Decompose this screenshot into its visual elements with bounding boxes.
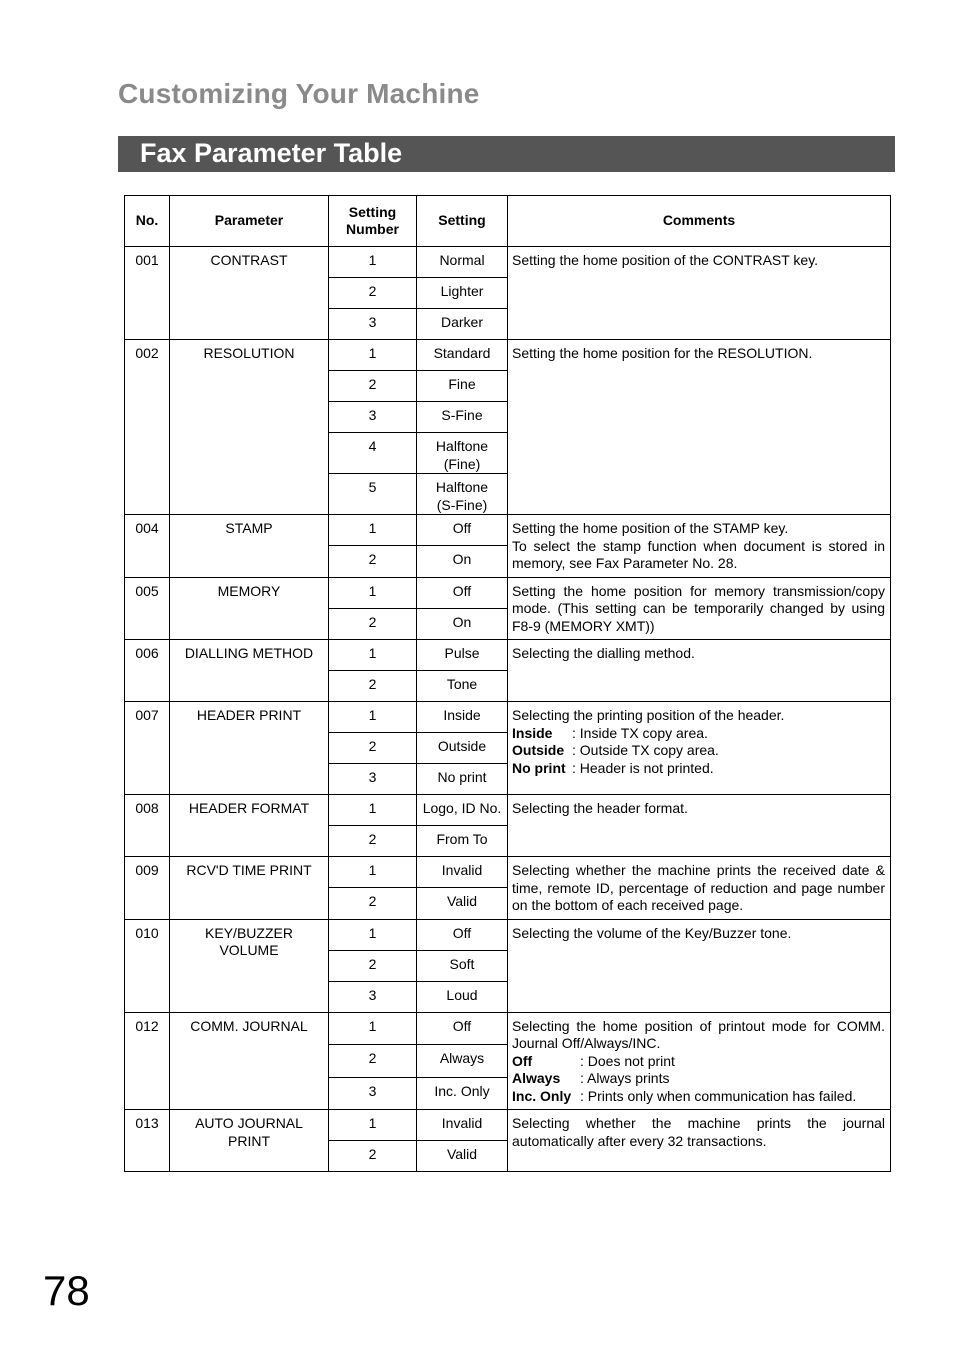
setting-value	[417, 546, 508, 577]
comment-cell	[508, 640, 891, 702]
parameter-name-line: CONTRAST	[210, 252, 288, 268]
setting-value-line: Halftone	[435, 438, 489, 454]
setting-value-line: Normal	[439, 252, 485, 268]
setting-number: 1	[329, 515, 417, 546]
parameter-name-line: PRINT	[228, 1132, 270, 1149]
comment-line	[512, 1088, 885, 1106]
comment-text: To select the stamp function when document is stored in memory, see Fax Parameter No. 28.	[512, 537, 885, 571]
page-number: 78	[43, 1267, 90, 1314]
parameter-name-line: RESOLUTION	[203, 345, 295, 361]
setting-value	[417, 950, 508, 981]
setting-value	[417, 671, 508, 702]
setting-value-line: Valid	[446, 1146, 478, 1162]
setting-value-line: Inc. Only	[434, 1082, 490, 1099]
comment-text: Selecting whether the machine prints the received date & time, remote ID, percentage of reduction and page number on the bottom of each received page.	[512, 862, 885, 913]
setting-number: 1	[329, 857, 417, 888]
comment-text: : Header is not printed.	[572, 759, 714, 776]
parameter-number: 013	[125, 1110, 170, 1172]
comment-text: Selecting the home position of printout mode for COMM. Journal Off/Always/INC.	[512, 1017, 885, 1051]
comment-term: Outside	[512, 742, 565, 758]
setting-number: 3	[329, 402, 417, 433]
setting-value-line: Valid	[446, 893, 478, 910]
header-parameter: Parameter	[170, 196, 329, 247]
comment-text: : Prints only when communication has failed.	[580, 1087, 857, 1104]
setting-number: 2	[329, 546, 417, 577]
comment-term: Off	[512, 1052, 533, 1069]
comment-text: : Outside TX copy area.	[572, 742, 719, 758]
parameter-number: 006	[125, 640, 170, 702]
setting-value	[417, 1077, 508, 1110]
setting-value-line: Halftone	[435, 479, 489, 495]
setting-number: 3	[329, 1077, 417, 1110]
setting-value	[417, 1012, 508, 1045]
comment-cell	[508, 515, 891, 578]
comment-text: Selecting the header format.	[512, 800, 688, 816]
setting-number: 1	[329, 340, 417, 371]
setting-number: 1	[329, 702, 417, 733]
table-row	[125, 795, 891, 826]
header-setting: Setting	[417, 196, 508, 247]
setting-number: 2	[329, 1045, 417, 1078]
comment-line	[512, 1070, 885, 1088]
page-title: Fax Parameter Table	[140, 138, 403, 168]
parameter-name	[170, 702, 329, 795]
setting-value	[417, 371, 508, 402]
setting-value-line: Darker	[440, 314, 483, 330]
parameter-name-line: VOLUME	[219, 942, 279, 958]
comment-term: Inside	[512, 724, 553, 741]
parameter-name	[170, 247, 329, 340]
setting-number: 5	[329, 474, 417, 515]
section-title: Customizing Your Machine	[118, 78, 480, 109]
setting-number: 2	[329, 671, 417, 702]
parameter-name	[170, 515, 329, 578]
setting-value-line: Lighter	[440, 283, 484, 299]
table-row	[125, 340, 891, 371]
setting-value	[417, 1045, 508, 1078]
comment-term: Inc. Only	[512, 1087, 572, 1104]
setting-number: 2	[329, 950, 417, 981]
page-banner	[118, 136, 895, 172]
setting-number: 4	[329, 433, 417, 474]
comment-line	[512, 742, 885, 760]
comment-cell	[508, 795, 891, 857]
comment-term: Always	[512, 1070, 561, 1086]
table-row	[125, 857, 891, 888]
comment-line	[512, 583, 885, 636]
setting-number: 1	[329, 640, 417, 671]
parameter-name-line: MEMORY	[217, 582, 281, 599]
setting-number: 1	[329, 919, 417, 950]
comment-line	[512, 1018, 885, 1053]
comment-text: Selecting whether the machine prints the journal automatically after every 32 transactions.	[512, 1115, 885, 1149]
parameter-number: 001	[125, 247, 170, 340]
comment-line	[512, 520, 885, 538]
comment-text: : Inside TX copy area.	[572, 724, 708, 741]
setting-value	[417, 888, 508, 919]
header-setting-number-line-2: Number	[346, 221, 399, 237]
setting-value	[417, 857, 508, 888]
setting-value-line: (Fine)	[443, 455, 481, 472]
parameter-name-line: RCV'D TIME PRINT	[186, 862, 312, 878]
setting-number: 3	[329, 309, 417, 340]
setting-value-line: Always	[439, 1050, 485, 1066]
table-row	[125, 702, 891, 733]
comment-term: No print	[512, 759, 566, 776]
comment-cell	[508, 857, 891, 920]
setting-value	[417, 640, 508, 671]
setting-number: 2	[329, 733, 417, 764]
table-header-row	[125, 196, 891, 247]
setting-value	[417, 702, 508, 733]
setting-value-line: Off	[452, 924, 472, 941]
setting-value	[417, 733, 508, 764]
setting-number: 2	[329, 1141, 417, 1172]
setting-value	[417, 919, 508, 950]
setting-number: 3	[329, 981, 417, 1012]
comment-cell	[508, 919, 891, 1012]
setting-value	[417, 309, 508, 340]
parameter-name	[170, 919, 329, 1012]
comment-line	[512, 707, 885, 725]
comment-line	[512, 925, 885, 943]
setting-value	[417, 608, 508, 639]
setting-value-line: Tone	[446, 676, 478, 692]
setting-value	[417, 474, 508, 515]
comment-line	[512, 725, 885, 743]
comment-text: Selecting the printing position of the header.	[512, 707, 785, 723]
parameter-name	[170, 857, 329, 920]
header-comments: Comments	[508, 196, 891, 247]
fax-parameter-table	[124, 195, 891, 1172]
setting-value	[417, 278, 508, 309]
setting-value	[417, 340, 508, 371]
setting-value-line: Outside	[437, 738, 487, 754]
parameter-name	[170, 795, 329, 857]
setting-value	[417, 981, 508, 1012]
parameter-number: 008	[125, 795, 170, 857]
setting-value-line: Fine	[448, 376, 476, 392]
setting-value	[417, 577, 508, 608]
comment-text: : Always prints	[580, 1070, 670, 1086]
setting-value-line: No print	[437, 769, 487, 785]
table-row	[125, 640, 891, 671]
setting-number: 2	[329, 371, 417, 402]
parameter-name	[170, 1012, 329, 1110]
comment-text: : Does not print	[580, 1052, 675, 1069]
setting-value	[417, 433, 508, 474]
comment-text: Setting the home position for memory transmission/copy mode. (This setting can be temporarily changed by using F8-9 (MEMORY XMT))	[512, 582, 885, 634]
setting-value-line: Invalid	[441, 1115, 483, 1131]
table-row	[125, 1110, 891, 1141]
comment-line	[512, 252, 885, 270]
setting-value-line: On	[452, 551, 472, 568]
parameter-number: 005	[125, 577, 170, 640]
setting-value	[417, 826, 508, 857]
comment-cell	[508, 247, 891, 340]
setting-value	[417, 515, 508, 546]
parameter-number: 012	[125, 1012, 170, 1110]
parameter-name-line: HEADER FORMAT	[188, 800, 310, 816]
setting-number: 1	[329, 1110, 417, 1141]
comment-line	[512, 1053, 885, 1071]
setting-value-line: Invalid	[441, 862, 483, 878]
parameter-number: 010	[125, 919, 170, 1012]
table-row	[125, 247, 891, 278]
setting-value-line: Off	[452, 520, 472, 536]
comment-cell	[508, 1110, 891, 1172]
parameter-name	[170, 640, 329, 702]
comment-cell	[508, 340, 891, 515]
setting-value	[417, 764, 508, 795]
comment-line	[512, 1115, 885, 1150]
header-setting-number	[329, 196, 417, 247]
setting-value-line: (S-Fine)	[436, 496, 488, 513]
comment-line	[512, 645, 885, 663]
setting-number: 1	[329, 577, 417, 608]
comment-text: Setting the home position for the RESOLUTION.	[512, 345, 813, 361]
setting-value-line: Off	[452, 582, 472, 599]
setting-value-line: Standard	[433, 345, 491, 361]
comment-line	[512, 760, 885, 778]
setting-value	[417, 402, 508, 433]
parameter-number: 009	[125, 857, 170, 920]
parameter-name	[170, 577, 329, 640]
table-row	[125, 1012, 891, 1045]
comment-line	[512, 345, 885, 363]
setting-value-line: On	[452, 613, 472, 630]
parameter-number: 007	[125, 702, 170, 795]
setting-value-line: Pulse	[444, 645, 480, 661]
comment-line	[512, 538, 885, 573]
parameter-name-line: AUTO JOURNAL	[195, 1115, 303, 1131]
table-row	[125, 577, 891, 608]
parameter-name-line: KEY/BUZZER	[205, 924, 293, 941]
setting-number: 3	[329, 764, 417, 795]
setting-value-line: Off	[452, 1017, 472, 1034]
header-setting-number-line-1: Setting	[348, 203, 397, 220]
setting-value	[417, 1141, 508, 1172]
comment-text: Selecting the dialling method.	[512, 645, 695, 661]
comment-cell	[508, 702, 891, 795]
setting-number: 2	[329, 278, 417, 309]
comment-text: Setting the home position of the STAMP key.	[512, 520, 789, 536]
setting-value	[417, 795, 508, 826]
setting-number: 2	[329, 826, 417, 857]
setting-value-line: From To	[436, 831, 488, 847]
parameter-number: 002	[125, 340, 170, 515]
parameter-number: 004	[125, 515, 170, 578]
parameter-name-line: STAMP	[225, 520, 273, 536]
table-row	[125, 515, 891, 546]
setting-value-line: Loud	[446, 986, 478, 1003]
comment-line	[512, 862, 885, 915]
parameter-name-line: COMM. JOURNAL	[190, 1017, 308, 1034]
setting-number: 2	[329, 888, 417, 919]
setting-value	[417, 247, 508, 278]
setting-value-line: Soft	[449, 955, 475, 972]
comment-cell	[508, 577, 891, 640]
table-body	[125, 247, 891, 1172]
comment-cell	[508, 1012, 891, 1110]
setting-value	[417, 1110, 508, 1141]
comment-text: Setting the home position of the CONTRAST key.	[512, 252, 819, 268]
comment-text: Selecting the volume of the Key/Buzzer tone.	[512, 924, 792, 941]
setting-number: 2	[329, 608, 417, 639]
setting-number: 1	[329, 247, 417, 278]
parameter-name-line: HEADER PRINT	[196, 707, 302, 723]
header-no: No.	[125, 196, 170, 247]
parameter-name-line: DIALLING METHOD	[184, 645, 314, 661]
table-row	[125, 919, 891, 950]
comment-line	[512, 800, 885, 818]
setting-value-line: Logo, ID No.	[422, 800, 502, 816]
setting-number: 1	[329, 795, 417, 826]
setting-number: 1	[329, 1012, 417, 1045]
setting-value-line: Inside	[443, 707, 481, 723]
setting-value-line: S-Fine	[441, 407, 483, 423]
parameter-name	[170, 1110, 329, 1172]
parameter-name	[170, 340, 329, 515]
